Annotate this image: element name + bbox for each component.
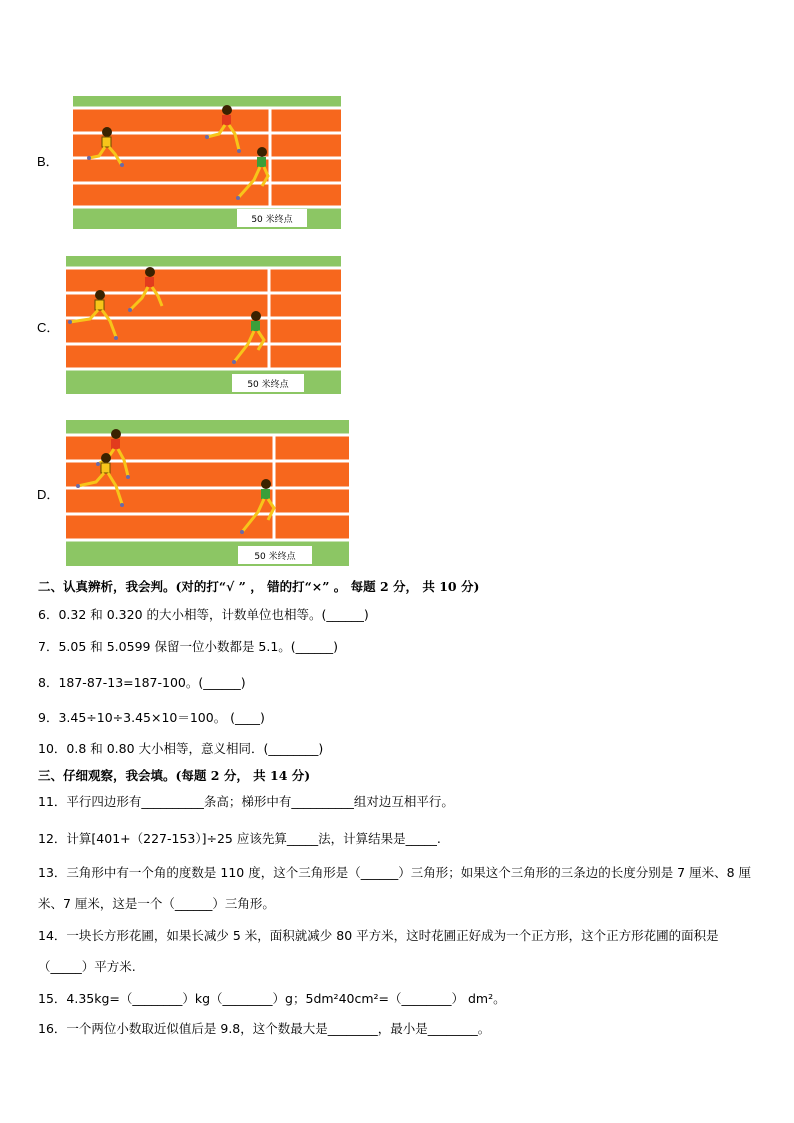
section-2-title: 二、认真辨析，我会判。(对的打“√ ” ， 错的打“×” 。 每题 2 分， 共 10 分)	[38, 579, 480, 594]
finish-text: 50 米终点	[247, 380, 289, 390]
option-label-c: C．	[37, 320, 60, 335]
question-12: 12．计算[401+（227-153）]÷25 应该先算_____法，计算结果是_____.	[38, 831, 441, 846]
question-10: 10．0.8 和 0.80 大小相等，意义相同．(________)	[38, 741, 324, 756]
question-15: 15．4.35kg=（________）kg（________）g；5dm²40cm²=（________） dm²。	[38, 991, 506, 1006]
track-image-c	[66, 256, 341, 394]
question-8: 8．187-87-13=187-100。(______)	[38, 675, 246, 690]
question-9: 9．3.45÷10÷3.45×10＝100。 (____)	[38, 710, 265, 725]
question-13: 13．三角形中有一个角的度数是 110 度，这个三角形是（______）三角形；如果这个三角形的三条边的长度分别是 7 厘米、8 厘米、7 厘米，这是一个（______）三角形。	[38, 865, 752, 911]
question-6: 6．0.32 和 0.320 的大小相等，计数单位也相等。(______)	[38, 607, 369, 622]
question-11: 11．平行四边形有__________条高；梯形中有__________组对边互相平行。	[38, 794, 454, 809]
option-label-d: D．	[37, 487, 60, 502]
option-label-b: B．	[37, 154, 59, 169]
question-14: 14．一块长方形花圃，如果长减少 5 米，面积就减少 80 平方米，这时花圃正好成为一个正方形，这个正方形花圃的面积是（_____）平方米.	[38, 928, 719, 974]
question-16: 16．一个两位小数取近似值后是 9.8，这个数最大是________，最小是________。	[38, 1021, 491, 1036]
section-3-title: 三、仔细观察，我会填。(每题 2 分， 共 14 分)	[38, 768, 311, 783]
finish-text: 50 米终点	[254, 552, 296, 562]
track-image-b	[73, 96, 341, 229]
finish-text: 50 米终点	[251, 215, 293, 225]
question-7: 7．5.05 和 5.0599 保留一位小数都是 5.1。(______)	[38, 639, 339, 654]
track-image-d	[66, 420, 349, 566]
